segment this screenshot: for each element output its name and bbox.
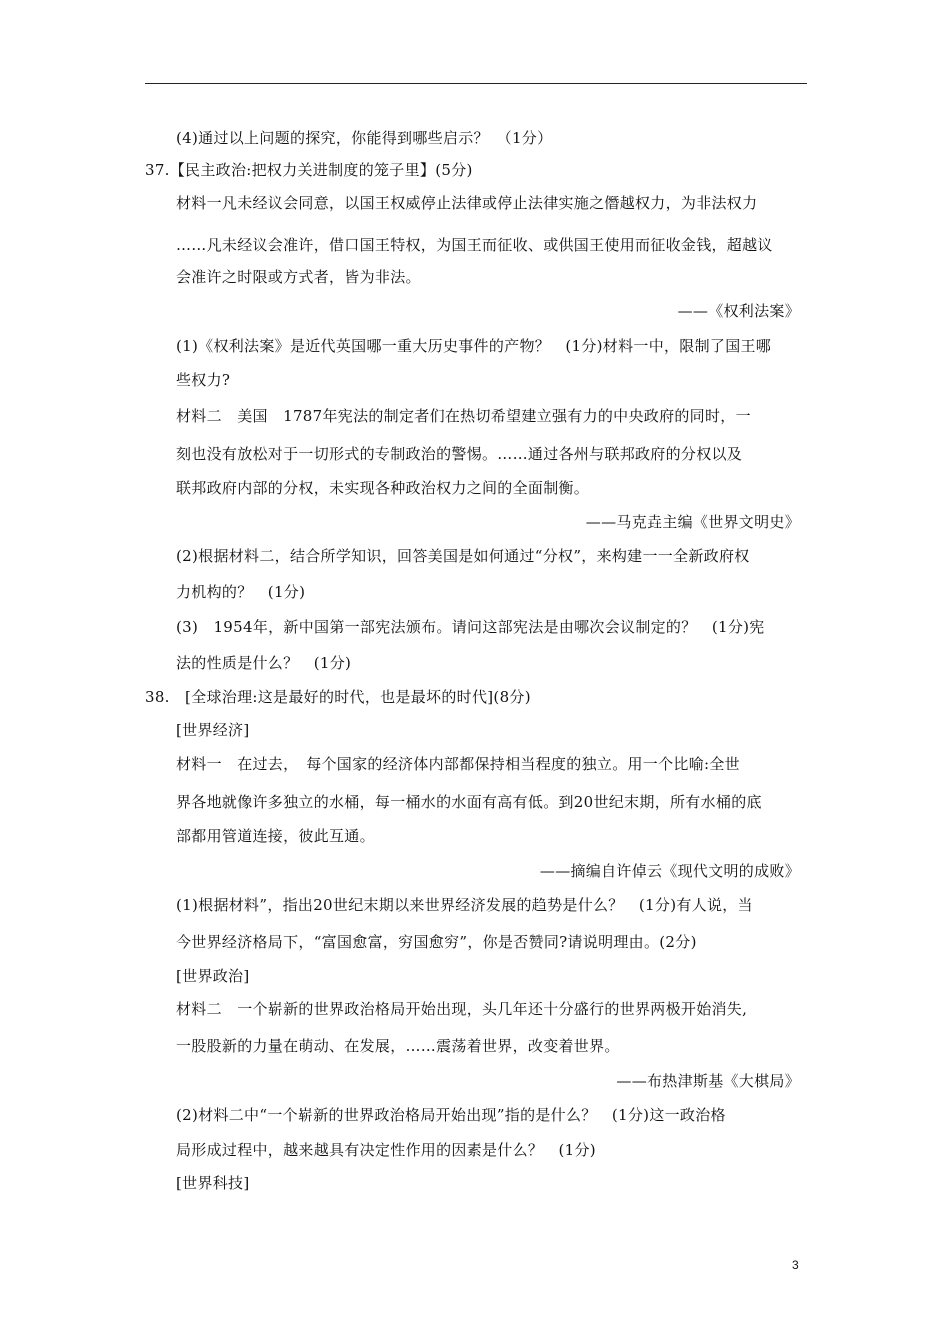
material-2-line-3: 联邦政府内部的分权，未实现各种政治权力之间的全面制衡。 bbox=[176, 479, 590, 497]
question-38-2-line-1: (2)材料二中“一个崭新的世界政治格局开始出现”指的是什么？ (1分)这一政治格 bbox=[176, 1106, 726, 1124]
question-38-1-line-1: (1)根据材料”，指出20世纪末期以来世界经济发展的趋势是什么？ (1分)有人说，当 bbox=[176, 896, 753, 914]
question-38-2-line-2: 局形成过程中，越来越具有决定性作用的因素是什么？ (1分) bbox=[176, 1141, 596, 1159]
question-37-2-line-2: 力机构的？ (1分) bbox=[176, 583, 306, 601]
question-37-1-line-2: 些权力? bbox=[176, 371, 231, 389]
material-3-source: ——摘编自许倬云《现代文明的成败》 bbox=[539, 862, 800, 880]
material-1-line-2: ……凡未经议会准许，借口国王特权，为国王而征收、或供国王使用而征收金钱，超越议 bbox=[176, 236, 773, 254]
material-2-line-2: 刻也没有放松对于一切形式的专制政治的警惕。……通过各州与联邦政府的分权以及 bbox=[176, 445, 743, 463]
material-4-line-2: 一股股新的力量在萌动、在发展，……震荡着世界，改变着世界。 bbox=[176, 1037, 620, 1055]
material-1-line-3: 会准许之时限或方式者，皆为非法。 bbox=[176, 268, 421, 286]
question-38-heading: 38. [全球治理:这是最好的时代，也是最坏的时代](8分) bbox=[145, 688, 531, 706]
material-3-line-2: 界各地就像许多独立的水桶，每一桶水的水面有高有低。到20世纪末期，所有水桶的底 bbox=[176, 793, 762, 811]
material-4-line-1: 材料二 一个崭新的世界政治格局开始出现，头几年还十分盛行的世界两极开始消失, bbox=[176, 1000, 748, 1018]
question-37-heading: 37.【民主政治:把权力关进制度的笼子里】(5分) bbox=[145, 161, 473, 179]
material-3-line-3: 部都用管道连接，彼此互通。 bbox=[176, 827, 375, 845]
section-world-politics: [世界政治] bbox=[176, 967, 250, 985]
section-world-technology: [世界科技] bbox=[176, 1174, 250, 1192]
section-world-economy: [世界经济] bbox=[176, 721, 250, 739]
material-4-source: ——布热津斯基《大棋局》 bbox=[616, 1072, 800, 1090]
header-rule bbox=[145, 83, 807, 84]
question-37-1-line-1: (1)《权利法案》是近代英国哪一重大历史事件的产物？ (1分)材料一中，限制了国王哪 bbox=[176, 337, 772, 355]
material-2-source: ——马克垚主编《世界文明史》 bbox=[585, 513, 800, 531]
material-3-line-1: 材料一 在过去， 每个国家的经济体内部都保持相当程度的独立。用一个比喻:全世 bbox=[176, 755, 740, 773]
question-37-3-line-2: 法的性质是什么？ (1分) bbox=[176, 654, 352, 672]
material-1-source: ——《权利法案》 bbox=[677, 302, 800, 320]
question-38-1-line-2: 今世界经济格局下，“富国愈富，穷国愈穷”，你是否赞同?请说明理由。(2分) bbox=[176, 933, 697, 951]
question-36-4: (4)通过以上问题的探究，你能得到哪些启示？ （1分） bbox=[176, 129, 553, 147]
question-37-3-line-1: (3) 1954年，新中国第一部宪法颁布。请问这部宪法是由哪次会议制定的？ (1分)宪 bbox=[176, 618, 765, 636]
question-37-2-line-1: (2)根据材料二，结合所学知识，回答美国是如何通过“分权”，来构建一一全新政府权 bbox=[176, 547, 750, 565]
material-1-line-1: 材料一凡未经议会同意，以国王权威停止法律或停止法律实施之僭越权力，为非法权力 bbox=[176, 194, 758, 212]
page-number: 3 bbox=[792, 1258, 799, 1272]
material-2-line-1: 材料二 美国 1787年宪法的制定者们在热切希望建立强有力的中央政府的同时，一 bbox=[176, 407, 751, 425]
